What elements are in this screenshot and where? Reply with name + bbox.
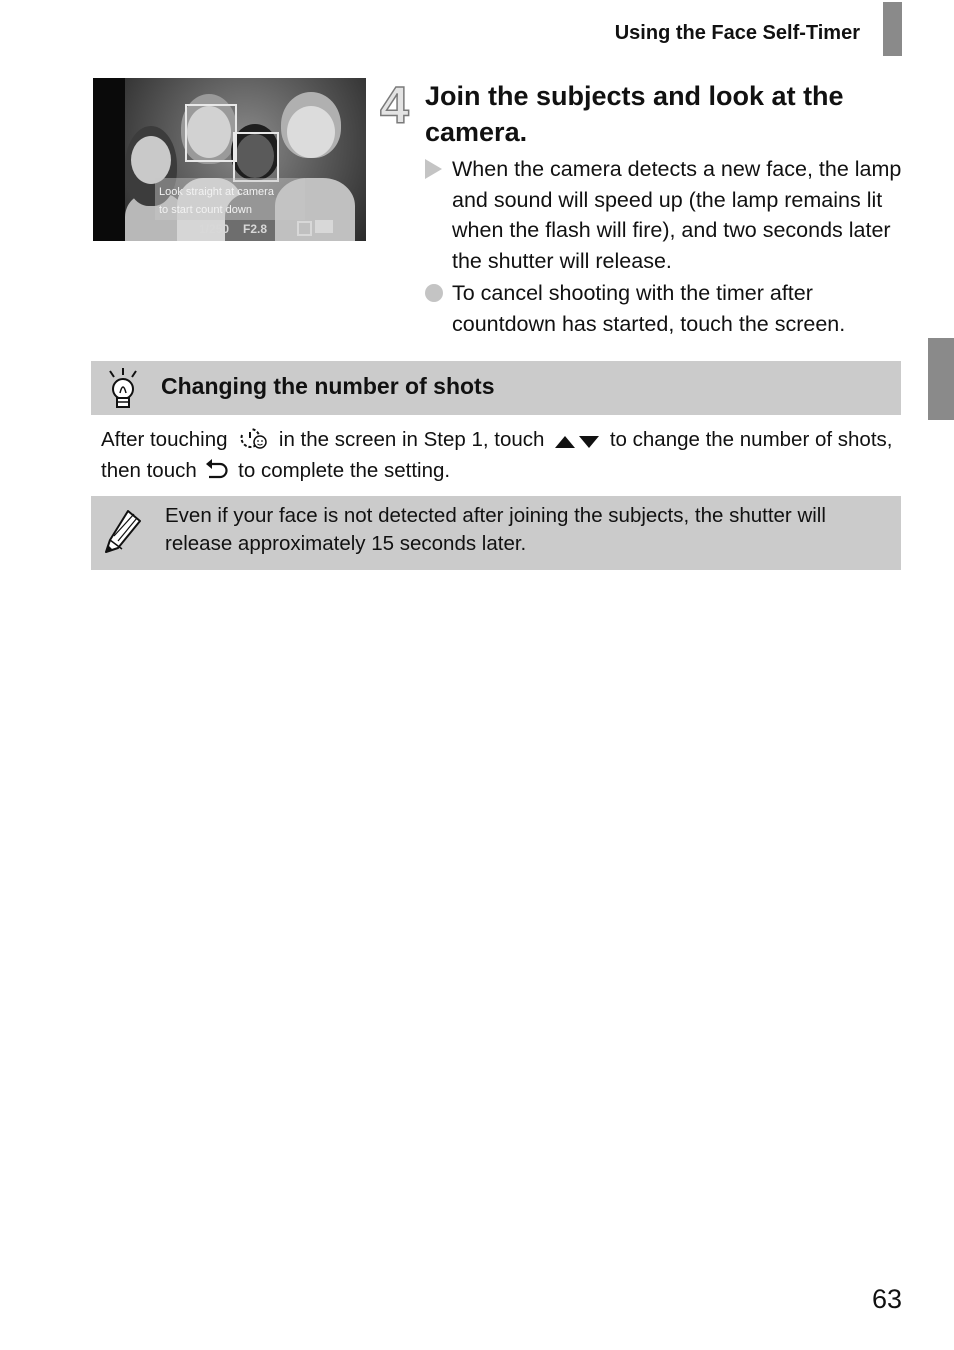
- tip-text-part: After touching: [101, 428, 228, 451]
- face-self-timer-icon: [239, 427, 267, 457]
- triangle-right-icon: [425, 154, 442, 188]
- shutter-speed-readout: 1/250: [199, 222, 230, 236]
- camera-scene-photo: [125, 78, 366, 241]
- circle-bullet-icon: [425, 278, 443, 311]
- prompt-line-1: Look straight at camera: [159, 186, 274, 198]
- face-detect-frame: [233, 132, 279, 182]
- subject-1-face: [131, 136, 171, 184]
- tip-body: [101, 426, 901, 488]
- running-header-title: Using the Face Self-Timer: [614, 22, 860, 44]
- up-down-arrows-icon: [554, 429, 600, 457]
- step-title: Join the subjects and look at the camera.: [425, 81, 844, 147]
- header-tab-bar: [883, 2, 902, 56]
- subject-4-face: [287, 106, 335, 158]
- pencil-icon: [104, 508, 144, 554]
- tip-text-part: to complete the setting.: [238, 459, 451, 482]
- camera-screen-illustration: [93, 78, 366, 241]
- self-timer-indicator-icon: [315, 220, 333, 233]
- tip-text-part: to change the number of shots, then touch: [101, 428, 893, 482]
- face-detect-frame: [185, 104, 237, 162]
- lightbulb-icon: [106, 367, 140, 413]
- chapter-side-tab: [928, 338, 954, 420]
- page-number: 63: [871, 1284, 902, 1314]
- tip-title: Changing the number of shots: [161, 373, 495, 399]
- step-number: 4: [380, 77, 409, 135]
- step-bullet-action: [425, 278, 905, 339]
- tip-text-part: in the screen in Step 1, touch: [278, 428, 545, 451]
- return-arrow-icon: [205, 458, 229, 488]
- bullet-text: To cancel shooting with the timer after countdown has started, touch the screen.: [452, 281, 846, 336]
- aperture-readout: F2.8: [243, 222, 268, 236]
- prompt-line-2: to start count down: [159, 204, 252, 216]
- step-bullet-result: [425, 154, 905, 276]
- metering-icon: [297, 221, 312, 236]
- bullet-text: When the camera detects a new face, the lamp and sound will speed up (the lamp remains lit when the flash will fire), and two seconds later the shutter will release.: [452, 157, 902, 273]
- note-text: Even if your face is not detected after joining the subjects, the shutter will release approximately 15 seconds later.: [165, 504, 826, 555]
